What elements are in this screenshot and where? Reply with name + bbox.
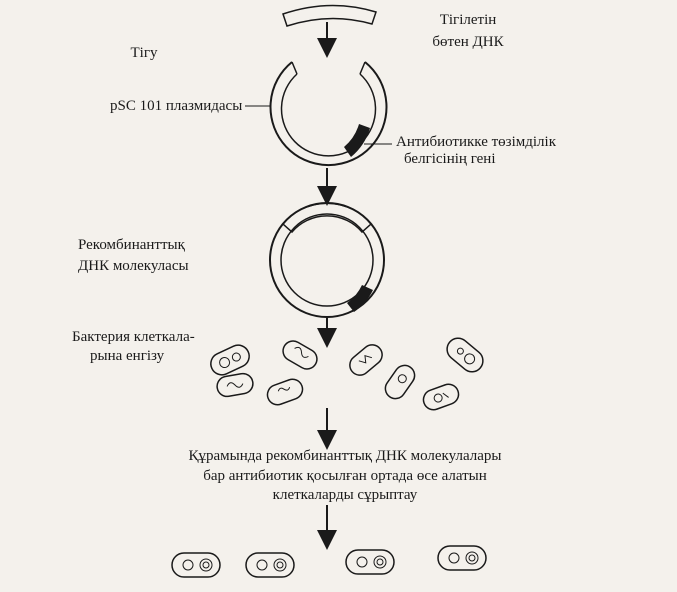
bacteria-population — [207, 334, 487, 413]
selected-bacteria — [172, 546, 486, 577]
foreign-dna-fragment — [283, 5, 376, 26]
foreign-dna-label-line2: бөтен ДНК — [432, 34, 504, 50]
bacterium-selected — [172, 553, 220, 577]
bacterium — [265, 376, 306, 407]
bacteria-entry-label-line2: рына енгізу — [90, 348, 165, 364]
bacterium — [216, 372, 255, 398]
open-plasmid-ring — [271, 62, 387, 165]
selection-label-line3: клеткаларды сұрыптау — [272, 487, 418, 503]
resistance-label-line2: белгісінің гені — [404, 151, 496, 167]
selection-label-line2: бар антибиотик қосылған ортада өсе алатын — [203, 468, 487, 484]
recombinant-dna-ring — [270, 203, 384, 317]
bacterium-selected — [346, 550, 394, 574]
plasmid-label: pSC 101 плазмидасы — [110, 98, 243, 114]
resistance-label-line1: Антибиотикке төзімділік — [396, 134, 556, 150]
insert-label: Тігу — [130, 45, 158, 61]
bacterium — [346, 341, 386, 379]
bacteria-entry-label-line1: Бактерия клеткала- — [72, 329, 195, 345]
bacterium — [421, 381, 462, 412]
bacterium — [207, 342, 253, 379]
bacterium-selected — [246, 553, 294, 577]
bacterium — [443, 334, 488, 377]
recombinant-label-line2: ДНК молекуласы — [78, 258, 189, 274]
bacterium — [279, 337, 320, 372]
recombinant-label-line1: Рекомбинанттық — [78, 237, 185, 253]
bacterium-selected — [438, 546, 486, 570]
foreign-dna-label-line1: Тігілетін — [439, 12, 497, 28]
bacterium — [381, 362, 418, 403]
selection-label-line1: Құрамында рекомбинанттық ДНК молекулалары — [188, 448, 502, 464]
